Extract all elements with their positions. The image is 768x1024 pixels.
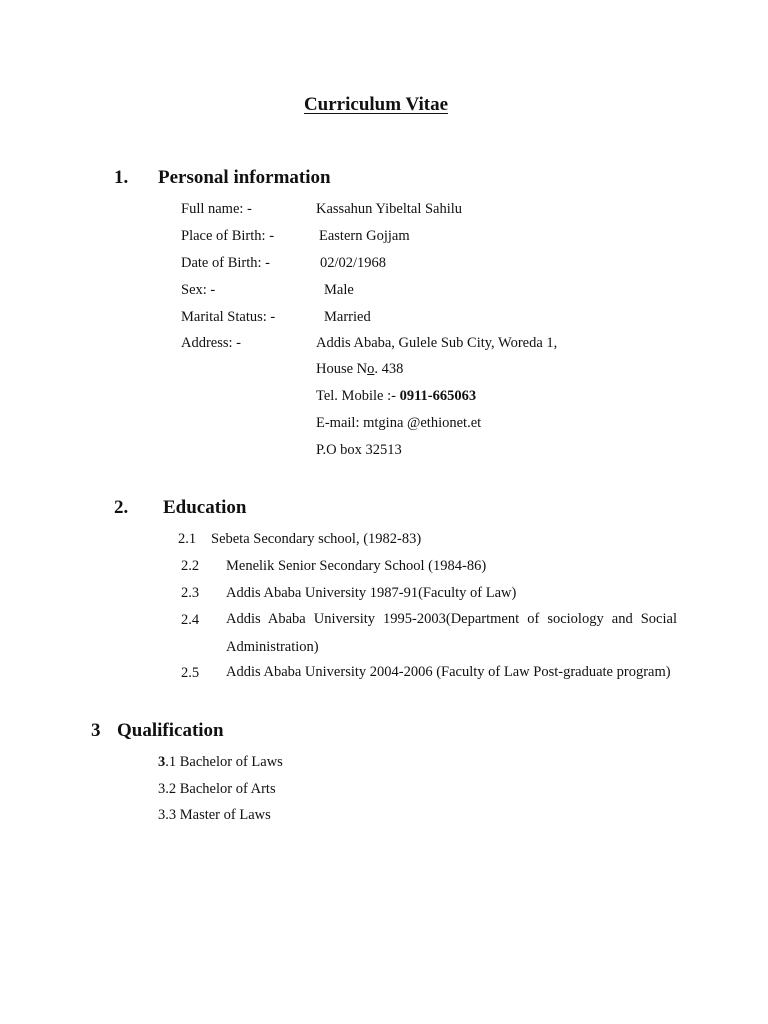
address-house [316, 361, 403, 378]
full-name-label: Full name: - [181, 201, 252, 217]
section-2-heading: Education [163, 497, 247, 518]
education-item-2-text: Menelik Senior Secondary School (1984-86) [226, 558, 487, 574]
house-dot: . [374, 361, 379, 377]
education-item-3-text: Addis Ababa University 1987-91(Faculty of Law) [226, 585, 517, 601]
education-item-5-text: Addis Ababa University 2004-2006 (Faculty of Law Post-graduate program) [226, 664, 671, 680]
education-item-4-text: Addis Ababa University 1995-2003(Department of sociology and Social Administration) [226, 611, 677, 655]
qualification-item-1 [158, 754, 283, 771]
document-title: Curriculum Vitae [303, 94, 449, 115]
full-name-value: Kassahun Yibeltal Sahilu [316, 201, 463, 217]
house-o: o [367, 361, 375, 377]
education-item-4-number: 2.4 [181, 612, 200, 628]
tel-value: 0911-665063 [399, 388, 477, 404]
sex-label: Sex: - [181, 282, 216, 298]
education-item-1-number: 2.1 [178, 531, 197, 547]
house-prefix: House N [316, 361, 368, 377]
address-pobox: P.O box 32513 [316, 442, 402, 458]
section-3-number: 3 [91, 720, 101, 741]
tel-label: Tel. Mobile :- [316, 388, 396, 404]
sex-value: Male [324, 282, 354, 298]
place-of-birth-label: Place of Birth: - [181, 228, 275, 244]
address-email: E-mail: mtgina @ethionet.et [316, 415, 482, 431]
qualification-item-1-text: .1 Bachelor of Laws [165, 754, 283, 770]
address-tel [316, 388, 476, 405]
date-of-birth-value: 02/02/1968 [320, 255, 387, 271]
section-2-number: 2. [114, 497, 129, 518]
address-value: Addis Ababa, Gulele Sub City, Woreda 1, [316, 335, 558, 351]
section-3-heading: Qualification [117, 720, 224, 741]
qualification-item-2: 3.2 Bachelor of Arts [158, 781, 276, 797]
address-label: Address: - [181, 335, 242, 351]
marital-status-value: Married [324, 309, 371, 325]
education-item-3-number: 2.3 [181, 585, 200, 601]
section-1-number: 1. [114, 167, 129, 188]
place-of-birth-value: Eastern Gojjam [319, 228, 410, 244]
marital-status-label: Marital Status: - [181, 309, 276, 325]
education-item-5-number: 2.5 [181, 665, 200, 681]
education-item-2-number: 2.2 [181, 558, 200, 574]
date-of-birth-label: Date of Birth: - [181, 255, 270, 271]
qualification-item-3: 3.3 Master of Laws [158, 807, 271, 823]
education-item-1-text: Sebeta Secondary school, (1982-83) [211, 531, 422, 547]
house-number: 438 [381, 361, 404, 377]
qualification-item-1-bold: 3 [158, 754, 166, 770]
section-1-heading: Personal information [158, 167, 331, 188]
